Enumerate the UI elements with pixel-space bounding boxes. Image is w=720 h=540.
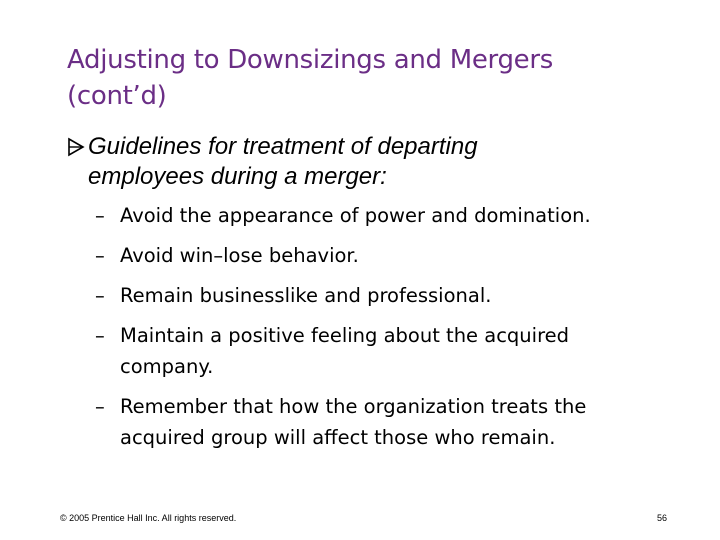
main-bullet-line-1: Guidelines for treatment of departing <box>88 133 478 160</box>
sub-bullet-text-line-1: Maintain a positive feeling about the acquired <box>120 324 570 347</box>
dash-bullet-icon: – <box>95 244 105 267</box>
sub-bullet-text: Avoid win–lose behavior. <box>120 244 359 267</box>
sub-bullet-text-line-2: company. <box>120 355 214 378</box>
dash-bullet-icon: – <box>95 204 105 227</box>
slide-title-line-2: (cont’d) <box>67 81 167 111</box>
arrow-bullet-icon <box>66 137 86 157</box>
dash-bullet-icon: – <box>95 324 105 347</box>
sub-bullet-text-line-1: Remember that how the organization treats the <box>120 395 587 418</box>
sub-bullet-item <box>95 240 695 271</box>
sub-bullet-item <box>95 391 695 453</box>
dash-bullet-icon: – <box>95 395 105 418</box>
sub-bullet-text: Avoid the appearance of power and domination. <box>120 204 591 227</box>
sub-bullet-text: Remain businesslike and professional. <box>120 284 492 307</box>
sub-bullet-list <box>95 200 695 453</box>
slide-title <box>67 42 667 114</box>
page-number: 56 <box>656 513 667 523</box>
footer-copyright: © 2005 Prentice Hall Inc. All rights reserved. <box>60 513 237 523</box>
slide-title-line-1: Adjusting to Downsizings and Mergers <box>67 45 553 75</box>
sub-bullet-item <box>95 200 695 231</box>
main-bullet-line-2: employees during a merger: <box>88 163 387 190</box>
main-bullet <box>66 132 666 192</box>
dash-bullet-icon: – <box>95 284 105 307</box>
sub-bullet-item <box>95 320 695 382</box>
sub-bullet-item <box>95 280 695 311</box>
sub-bullet-text-line-2: acquired group will affect those who remain. <box>120 426 556 449</box>
